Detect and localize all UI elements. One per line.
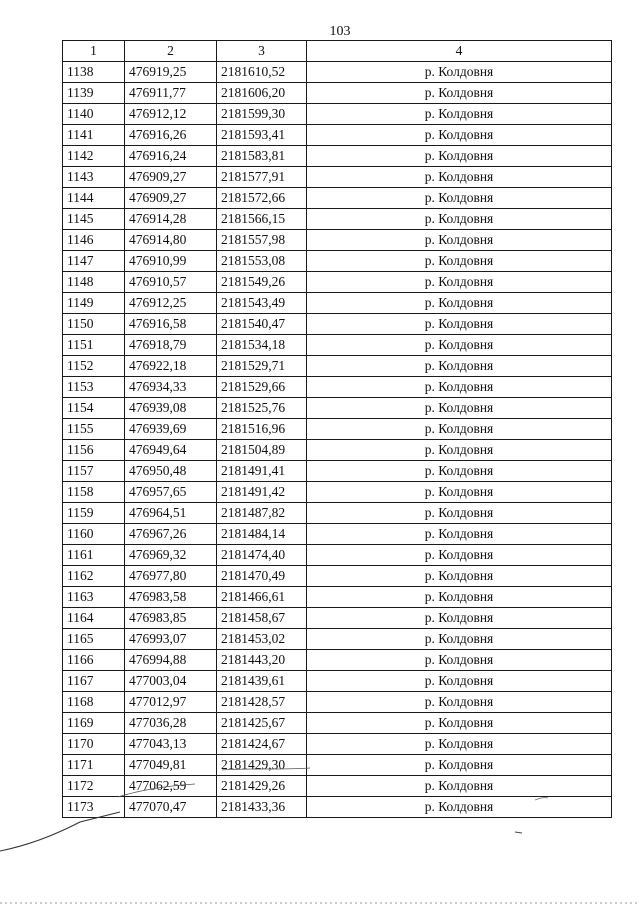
y-coordinate-cell: 2181429,30	[217, 755, 307, 776]
object-name-cell: р. Колдовня	[307, 83, 612, 104]
y-coordinate-cell: 2181540,47	[217, 314, 307, 335]
point-number-cell: 1143	[63, 167, 125, 188]
point-number-cell: 1138	[63, 62, 125, 83]
y-coordinate-cell: 2181487,82	[217, 503, 307, 524]
object-name-cell: р. Колдовня	[307, 629, 612, 650]
column-header-3: 3	[217, 41, 307, 62]
x-coordinate-cell: 476949,64	[125, 440, 217, 461]
y-coordinate-cell: 2181583,81	[217, 146, 307, 167]
y-coordinate-cell: 2181572,66	[217, 188, 307, 209]
x-coordinate-cell: 476967,26	[125, 524, 217, 545]
point-number-cell: 1165	[63, 629, 125, 650]
page-number: 103	[329, 24, 351, 39]
y-coordinate-cell: 2181549,26	[217, 272, 307, 293]
x-coordinate-cell: 477062,59	[125, 776, 217, 797]
x-coordinate-cell: 476918,79	[125, 335, 217, 356]
x-coordinate-cell: 477070,47	[125, 797, 217, 818]
object-name-cell: р. Колдовня	[307, 62, 612, 83]
x-coordinate-cell: 476922,18	[125, 356, 217, 377]
object-name-cell: р. Колдовня	[307, 125, 612, 146]
point-number-cell: 1163	[63, 587, 125, 608]
column-header-2: 2	[125, 41, 217, 62]
object-name-cell: р. Колдовня	[307, 398, 612, 419]
object-name-cell: р. Колдовня	[307, 377, 612, 398]
x-coordinate-cell: 476957,65	[125, 482, 217, 503]
x-coordinate-cell: 476916,24	[125, 146, 217, 167]
y-coordinate-cell: 2181425,67	[217, 713, 307, 734]
x-coordinate-cell: 476916,26	[125, 125, 217, 146]
point-number-cell: 1152	[63, 356, 125, 377]
y-coordinate-cell: 2181470,49	[217, 566, 307, 587]
y-coordinate-cell: 2181484,14	[217, 524, 307, 545]
x-coordinate-cell: 476912,25	[125, 293, 217, 314]
y-coordinate-cell: 2181424,67	[217, 734, 307, 755]
point-number-cell: 1166	[63, 650, 125, 671]
point-number-cell: 1139	[63, 83, 125, 104]
point-number-cell: 1153	[63, 377, 125, 398]
point-number-cell: 1146	[63, 230, 125, 251]
point-number-cell: 1140	[63, 104, 125, 125]
x-coordinate-cell: 477003,04	[125, 671, 217, 692]
point-number-cell: 1144	[63, 188, 125, 209]
x-coordinate-cell: 476909,27	[125, 188, 217, 209]
object-name-cell: р. Колдовня	[307, 335, 612, 356]
point-number-cell: 1161	[63, 545, 125, 566]
point-number-cell: 1170	[63, 734, 125, 755]
point-number-cell: 1173	[63, 797, 125, 818]
object-name-cell: р. Колдовня	[307, 503, 612, 524]
column-header-1: 1	[63, 41, 125, 62]
point-number-cell: 1141	[63, 125, 125, 146]
x-coordinate-cell: 477012,97	[125, 692, 217, 713]
point-number-cell: 1150	[63, 314, 125, 335]
x-coordinate-cell: 476914,28	[125, 209, 217, 230]
y-coordinate-cell: 2181610,52	[217, 62, 307, 83]
object-name-cell: р. Колдовня	[307, 650, 612, 671]
y-coordinate-cell: 2181474,40	[217, 545, 307, 566]
point-number-cell: 1156	[63, 440, 125, 461]
point-number-cell: 1171	[63, 755, 125, 776]
x-coordinate-cell: 476934,33	[125, 377, 217, 398]
object-name-cell: р. Колдовня	[307, 545, 612, 566]
point-number-cell: 1157	[63, 461, 125, 482]
point-number-cell: 1158	[63, 482, 125, 503]
point-number-cell: 1154	[63, 398, 125, 419]
y-coordinate-cell: 2181428,57	[217, 692, 307, 713]
object-name-cell: р. Колдовня	[307, 440, 612, 461]
object-name-cell: р. Колдовня	[307, 713, 612, 734]
y-coordinate-cell: 2181534,18	[217, 335, 307, 356]
object-name-cell: р. Колдовня	[307, 293, 612, 314]
object-name-cell: р. Колдовня	[307, 251, 612, 272]
x-coordinate-cell: 476910,57	[125, 272, 217, 293]
object-name-cell: р. Колдовня	[307, 146, 612, 167]
y-coordinate-cell: 2181557,98	[217, 230, 307, 251]
x-coordinate-cell: 477049,81	[125, 755, 217, 776]
point-number-cell: 1148	[63, 272, 125, 293]
x-coordinate-cell: 476977,80	[125, 566, 217, 587]
y-coordinate-cell: 2181453,02	[217, 629, 307, 650]
y-coordinate-cell: 2181516,96	[217, 419, 307, 440]
point-number-cell: 1149	[63, 293, 125, 314]
point-number-cell: 1160	[63, 524, 125, 545]
point-number-cell: 1147	[63, 251, 125, 272]
x-coordinate-cell: 476993,07	[125, 629, 217, 650]
object-name-cell: р. Колдовня	[307, 167, 612, 188]
point-number-cell: 1168	[63, 692, 125, 713]
y-coordinate-cell: 2181529,71	[217, 356, 307, 377]
object-name-cell: р. Колдовня	[307, 608, 612, 629]
x-coordinate-cell: 476939,08	[125, 398, 217, 419]
x-coordinate-cell: 476919,25	[125, 62, 217, 83]
y-coordinate-cell: 2181443,20	[217, 650, 307, 671]
point-number-cell: 1162	[63, 566, 125, 587]
x-coordinate-cell: 476939,69	[125, 419, 217, 440]
point-number-cell: 1155	[63, 419, 125, 440]
x-coordinate-cell: 476911,77	[125, 83, 217, 104]
y-coordinate-cell: 2181504,89	[217, 440, 307, 461]
object-name-cell: р. Колдовня	[307, 734, 612, 755]
y-coordinate-cell: 2181466,61	[217, 587, 307, 608]
object-name-cell: р. Колдовня	[307, 797, 612, 818]
y-coordinate-cell: 2181553,08	[217, 251, 307, 272]
y-coordinate-cell: 2181577,91	[217, 167, 307, 188]
y-coordinate-cell: 2181593,41	[217, 125, 307, 146]
object-name-cell: р. Колдовня	[307, 566, 612, 587]
y-coordinate-cell: 2181491,41	[217, 461, 307, 482]
object-name-cell: р. Колдовня	[307, 419, 612, 440]
x-coordinate-cell: 476910,99	[125, 251, 217, 272]
y-coordinate-cell: 2181439,61	[217, 671, 307, 692]
object-name-cell: р. Колдовня	[307, 230, 612, 251]
x-coordinate-cell: 476909,27	[125, 167, 217, 188]
x-coordinate-cell: 476983,58	[125, 587, 217, 608]
x-coordinate-cell: 476950,48	[125, 461, 217, 482]
object-name-cell: р. Колдовня	[307, 524, 612, 545]
y-coordinate-cell: 2181529,66	[217, 377, 307, 398]
object-name-cell: р. Колдовня	[307, 461, 612, 482]
x-coordinate-cell: 476994,88	[125, 650, 217, 671]
object-name-cell: р. Колдовня	[307, 587, 612, 608]
point-number-cell: 1164	[63, 608, 125, 629]
object-name-cell: р. Колдовня	[307, 272, 612, 293]
object-name-cell: р. Колдовня	[307, 356, 612, 377]
point-number-cell: 1151	[63, 335, 125, 356]
object-name-cell: р. Колдовня	[307, 692, 612, 713]
point-number-cell: 1142	[63, 146, 125, 167]
y-coordinate-cell: 2181606,20	[217, 83, 307, 104]
x-coordinate-cell: 476964,51	[125, 503, 217, 524]
object-name-cell: р. Колдовня	[307, 776, 612, 797]
object-name-cell: р. Колдовня	[307, 755, 612, 776]
object-name-cell: р. Колдовня	[307, 188, 612, 209]
point-number-cell: 1172	[63, 776, 125, 797]
object-name-cell: р. Колдовня	[307, 104, 612, 125]
point-number-cell: 1159	[63, 503, 125, 524]
object-name-cell: р. Колдовня	[307, 209, 612, 230]
y-coordinate-cell: 2181429,26	[217, 776, 307, 797]
y-coordinate-cell: 2181543,49	[217, 293, 307, 314]
y-coordinate-cell: 2181433,36	[217, 797, 307, 818]
y-coordinate-cell: 2181525,76	[217, 398, 307, 419]
object-name-cell: р. Колдовня	[307, 671, 612, 692]
x-coordinate-cell: 476969,32	[125, 545, 217, 566]
x-coordinate-cell: 476912,12	[125, 104, 217, 125]
y-coordinate-cell: 2181458,67	[217, 608, 307, 629]
x-coordinate-cell: 477043,13	[125, 734, 217, 755]
y-coordinate-cell: 2181599,30	[217, 104, 307, 125]
column-header-4: 4	[307, 41, 612, 62]
y-coordinate-cell: 2181491,42	[217, 482, 307, 503]
object-name-cell: р. Колдовня	[307, 482, 612, 503]
point-number-cell: 1167	[63, 671, 125, 692]
point-number-cell: 1169	[63, 713, 125, 734]
y-coordinate-cell: 2181566,15	[217, 209, 307, 230]
point-number-cell: 1145	[63, 209, 125, 230]
x-coordinate-cell: 476983,85	[125, 608, 217, 629]
x-coordinate-cell: 476914,80	[125, 230, 217, 251]
x-coordinate-cell: 476916,58	[125, 314, 217, 335]
x-coordinate-cell: 477036,28	[125, 713, 217, 734]
object-name-cell: р. Колдовня	[307, 314, 612, 335]
